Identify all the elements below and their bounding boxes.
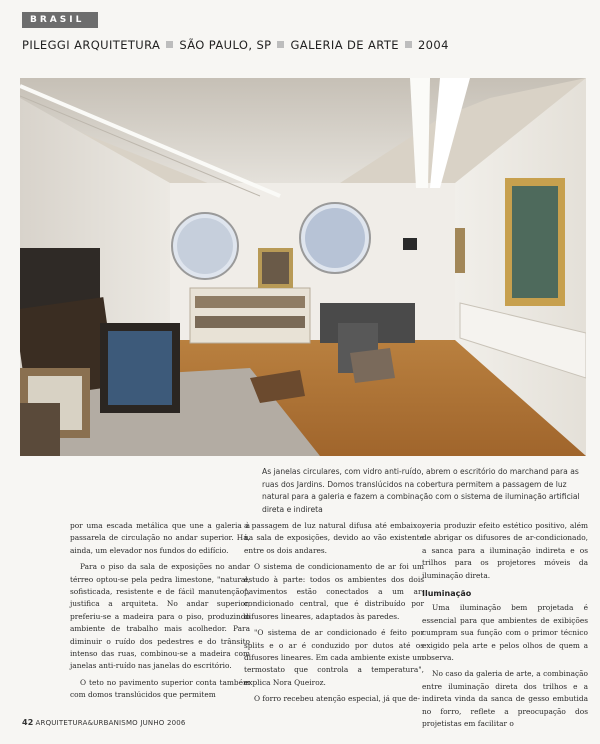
text-column-1 <box>70 520 250 706</box>
section-tag: BRASIL <box>22 12 98 28</box>
photo-caption: As janelas circulares, com vidro anti-ruído, abrem o escritório do marchand para as ruas dos Jardins. Domos translúcidos na cobertura permitem a passagem de luz natural para a galeria e fazem a combinação com o sistema de iluminação artificial direta e indireta <box>262 467 580 514</box>
separator-square <box>277 41 284 48</box>
project-type: GALERIA DE ARTE <box>290 38 399 52</box>
paragraph: Uma iluminação bem projetada é essencial para que ambientes de exibições cumpram sua função com o primor técnico exigido pela arte e pelos olhos de quem a observa. <box>422 603 588 663</box>
separator-square <box>166 41 173 48</box>
page-footer <box>22 718 186 727</box>
gallery-photo <box>20 78 586 456</box>
paragraph: por uma escada metálica que une a galeria à passarela de circulação no andar superior. Há, ainda, um elevador nos fundos do edifício. <box>70 521 250 555</box>
paragraph: O forro recebeu atenção especial, já que de- <box>254 694 421 704</box>
architect-name: PILEGGI ARQUITETURA <box>22 38 161 52</box>
paragraph: "O sistema de ar condicionado é feito por splits e o ar é conduzido por dutos até os difusores lineares. Em cada ambiente existe um termostato que controla a temperatura", explica Nora Queiroz. <box>244 628 424 687</box>
city: SÃO PAULO, SP <box>179 38 272 52</box>
paragraph: No caso da galeria de arte, a combinação entre iluminação direta dos trilhos e a indireta vinda da sanca de gesso embutida no forro, reflete a preocupação dos projetistas em facilitar o <box>422 669 588 729</box>
project-year: 2004 <box>417 38 449 52</box>
article-header <box>22 38 580 52</box>
page-number: 42 <box>22 718 34 727</box>
magazine-name: ARQUITETURA&URBANISMO JUNHO 2006 <box>35 719 186 727</box>
gallery-interior-illustration <box>20 78 586 456</box>
text-column-2 <box>244 520 424 710</box>
paragraph: O sistema de condicionamento de ar foi um estudo à parte: todos os ambientes dos dois pavimentos estão conectados a um ar-condicionado central, que é distribuído por difusores lineares, adaptados às paredes. <box>244 562 424 621</box>
section-subhead: Iluminação <box>422 589 472 599</box>
paragraph: O teto no pavimento superior conta também com domos translúcidos que permitem <box>70 677 250 700</box>
separator-square <box>405 41 412 48</box>
text-column-3 <box>422 520 588 735</box>
paragraph: a passagem de luz natural difusa até embaixo, na sala de exposições, devido ao vão existente entre os dois andares. <box>244 521 424 555</box>
paragraph: Para o piso da sala de exposições no andar térreo optou-se pela pedra limestone, "natural, sofisticada, resistente e de fácil manutenção", justifica a arquiteta. No andar superior, preferiu-se a madeira para o piso, produzindo ambiente de trabalho mais acolhedor. Para diminuir o ruído dos pedestres e do trânsito intenso das ruas, combinou-se a madeira com janelas anti-ruído nas janelas do escritório. <box>70 562 250 671</box>
paragraph: veria produzir efeito estético positivo, além de abrigar os difusores de ar-condicionado, a sanca para a iluminação indireta e os trilhos para os projetores móveis da iluminação direta. <box>422 521 588 580</box>
